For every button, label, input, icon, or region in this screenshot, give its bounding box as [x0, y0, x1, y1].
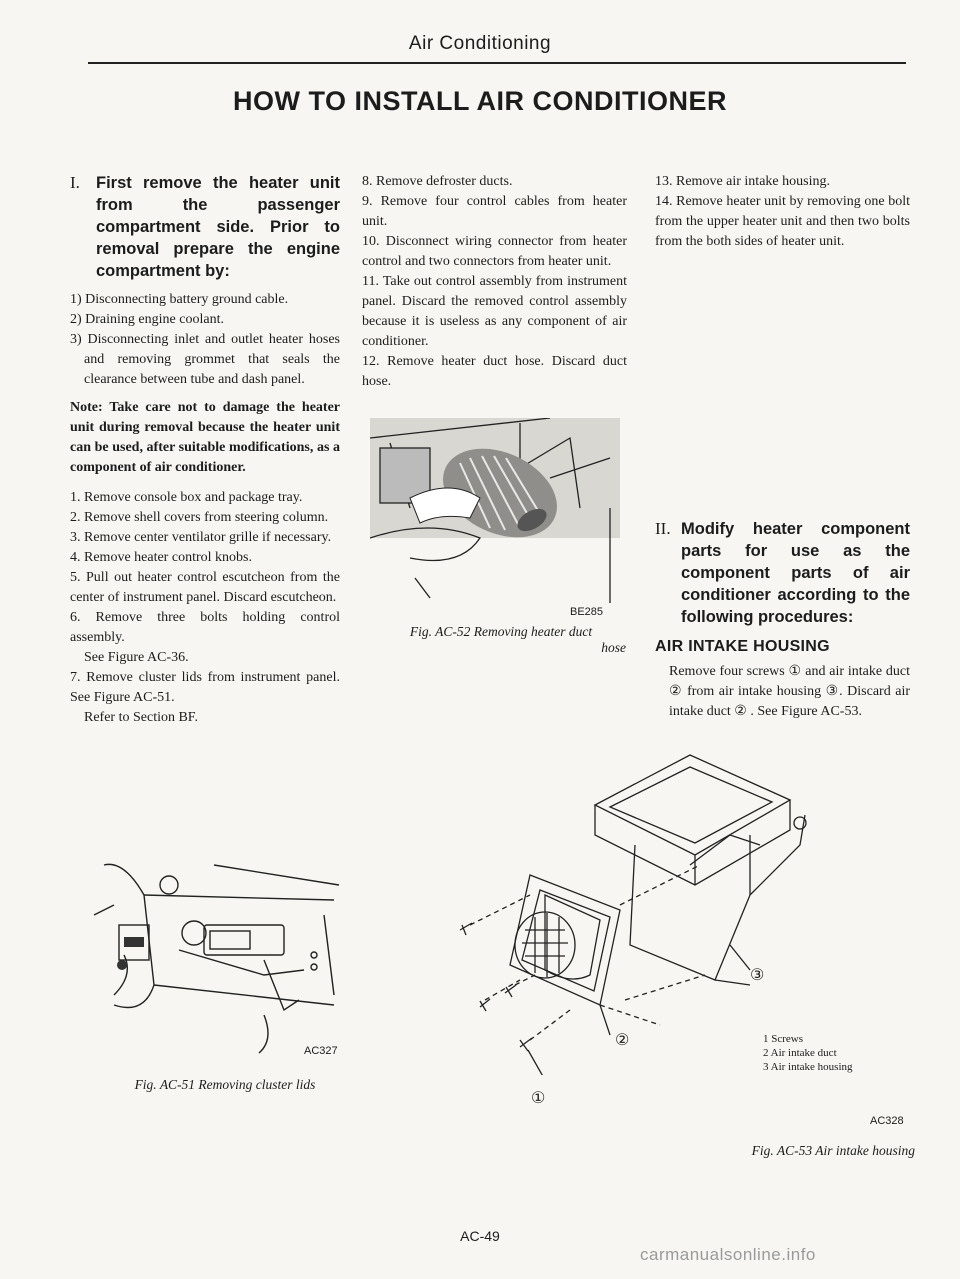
- section-2-body: Remove four screws ① and air intake duct ② from air intake housing ③. Discard air intake duct ② . See Figure AC-53.: [669, 664, 910, 719]
- column-3: [655, 172, 910, 252]
- air-intake-housing-diagram: [450, 745, 820, 1075]
- figure-code: AC328: [870, 1115, 904, 1127]
- step: 10. Disconnect wiring connector from heater control and two connectors from heater unit.: [362, 234, 627, 269]
- step: 8. Remove defroster ducts.: [362, 174, 513, 189]
- section-1-heading: [70, 172, 340, 282]
- figure-caption: Fig. AC-51 Removing cluster lids: [134, 1077, 316, 1092]
- note-label: Note:: [70, 400, 103, 415]
- step: 12. Remove heater duct hose. Discard duct hose.: [362, 354, 627, 389]
- cluster-lids-illustration: [84, 855, 344, 1055]
- figure-ac51: [84, 855, 344, 1065]
- step-reference: Refer to Section BF.: [84, 710, 198, 725]
- prep-step: 1) Disconnecting battery ground cable.: [70, 292, 289, 307]
- section-1-heading-text: First remove the heater unit from the passenger compartment side. Prior to removal prepare the engine compartment by:: [96, 174, 340, 280]
- callout-2: ②: [615, 1032, 630, 1049]
- figure-ac52: [370, 418, 620, 623]
- subsection-heading: AIR INTAKE HOUSING: [655, 638, 830, 655]
- step: 4. Remove heater control knobs.: [70, 550, 252, 565]
- legend-item: 3 Air intake housing: [763, 1061, 853, 1073]
- step: 5. Pull out heater control escutcheon from the center of instrument panel. Discard escutcheon.: [70, 570, 340, 605]
- column-1: [70, 172, 340, 728]
- column-2: [362, 172, 627, 392]
- caption-line: hose: [601, 640, 626, 655]
- step: 7. Remove cluster lids from instrument panel. See Figure AC-51.: [70, 670, 340, 705]
- figure-caption: [376, 624, 626, 656]
- page-number: AC-49: [460, 1228, 500, 1244]
- figure-ac53: [450, 745, 820, 1075]
- step: 2. Remove shell covers from steering column.: [70, 510, 329, 525]
- legend-item: 2 Air intake duct: [763, 1047, 837, 1059]
- prep-step: 2) Draining engine coolant.: [70, 312, 224, 327]
- step: 9. Remove four control cables from heater unit.: [362, 194, 627, 229]
- figure-caption: Fig. AC-53 Air intake housing: [751, 1143, 915, 1158]
- step: 14. Remove heater unit by removing one bolt from the upper heater unit and then two bolts from the both sides of heater unit.: [655, 194, 910, 249]
- section-1-number: I.: [70, 173, 80, 192]
- step: 6. Remove three bolts holding control assembly.: [70, 610, 340, 645]
- note-block: [70, 398, 340, 478]
- section-2: [655, 518, 910, 722]
- step: 11. Take out control assembly from instrument panel. Discard the removed control assembly because it is useless as any component of air conditioner.: [362, 274, 627, 349]
- prep-step: 3) Disconnecting inlet and outlet heater hoses and removing grommet that seals the clearance between tube and dash panel.: [70, 332, 340, 387]
- callout-3: ③: [750, 967, 765, 984]
- page-title: HOW TO INSTALL AIR CONDITIONER: [233, 86, 727, 116]
- step: 1. Remove console box and package tray.: [70, 490, 303, 505]
- figure-code: AC327: [304, 1045, 338, 1057]
- header-rule: [88, 62, 906, 64]
- figure-code: BE285: [570, 606, 604, 618]
- callout-1: ①: [531, 1090, 546, 1107]
- section-2-heading: [655, 518, 910, 628]
- step: 3. Remove center ventilator grille if necessary.: [70, 530, 332, 545]
- section-2-heading-text: Modify heater component parts for use as the component parts of air conditioner according to the following procedures:: [681, 520, 910, 626]
- legend-item: 1 Screws: [763, 1033, 804, 1045]
- step-reference: See Figure AC-36.: [84, 650, 189, 665]
- section-2-number: II.: [655, 519, 671, 538]
- heater-duct-hose-photo: [370, 418, 620, 608]
- figure-legend: [763, 1032, 853, 1074]
- note-text: Take care not to damage the heater unit during removal because the heater unit can be used, after suitable modifications, as a component of air conditioner.: [70, 400, 341, 475]
- caption-line: Fig. AC-52 Removing heater duct: [409, 624, 593, 639]
- watermark: carmanualsonline.info: [640, 1245, 816, 1264]
- step: 13. Remove air intake housing.: [655, 174, 830, 189]
- running-header: Air Conditioning: [408, 33, 552, 54]
